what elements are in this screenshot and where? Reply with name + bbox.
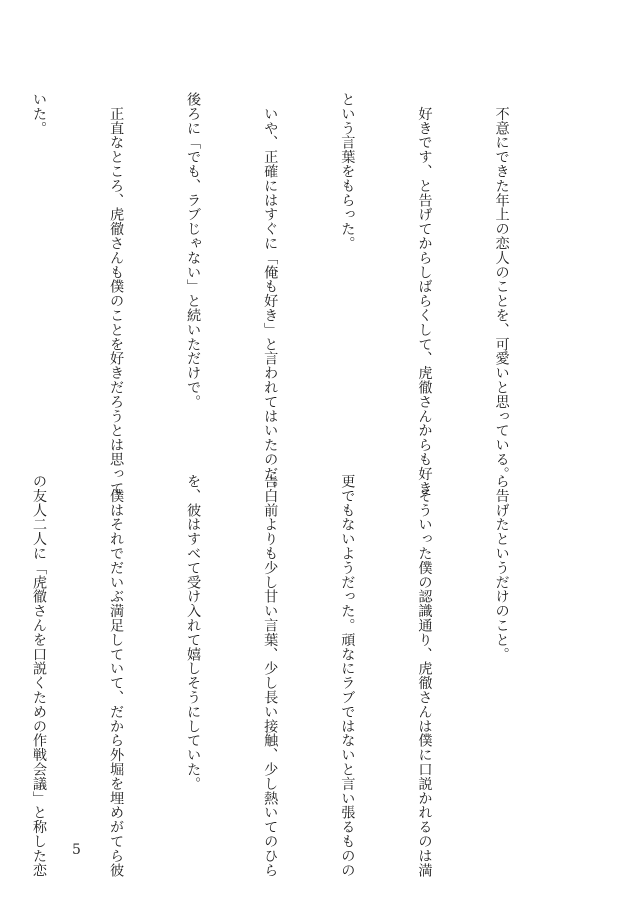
text-line: 僕はそれでだいぶ満足していて、だから外堀を埋めがてら彼 xyxy=(108,474,125,878)
text-line: の友人二人に「虎徹さんを口説くための作戦会議」と称した恋 xyxy=(30,474,47,878)
text-line: ら告げたというだけのこと。 xyxy=(493,474,510,662)
text-line: 告白前よりも少し甘い言葉、少し長い接触、少し熱いてのひら xyxy=(262,474,279,878)
lower-text-column xyxy=(0,474,565,878)
text-line: 正直なところ、虎徹さんも僕のことを好きだろうとは思って xyxy=(108,92,125,496)
page-number: 5 xyxy=(72,842,81,858)
text-line: を、彼はすべて受け入れて嬉しそうにしていた。 xyxy=(185,474,202,791)
upper-text-column xyxy=(0,92,565,496)
text-line: いや、正確にはすぐに「俺も好き」と言われてはいたのだ。 xyxy=(262,92,279,496)
text-line: いた。 xyxy=(30,92,47,136)
text-line: 更でもないようだった。頑なにラブではないと言い張るものの xyxy=(339,474,356,878)
text-line: 不意にできた年上の恋人のことを、可愛いと思っている。 xyxy=(493,92,510,481)
text-line: 後ろに「でも、ラブじゃない」と続いただけで。 xyxy=(185,92,202,409)
text-line: そういった僕の認識通り、虎徹さんは僕に口説かれるのは満 xyxy=(416,474,433,878)
text-line: 好きです、と告げてからしばらくして、虎徹さんからも好き xyxy=(416,92,433,496)
text-line: という言葉をもらった。 xyxy=(339,92,356,251)
